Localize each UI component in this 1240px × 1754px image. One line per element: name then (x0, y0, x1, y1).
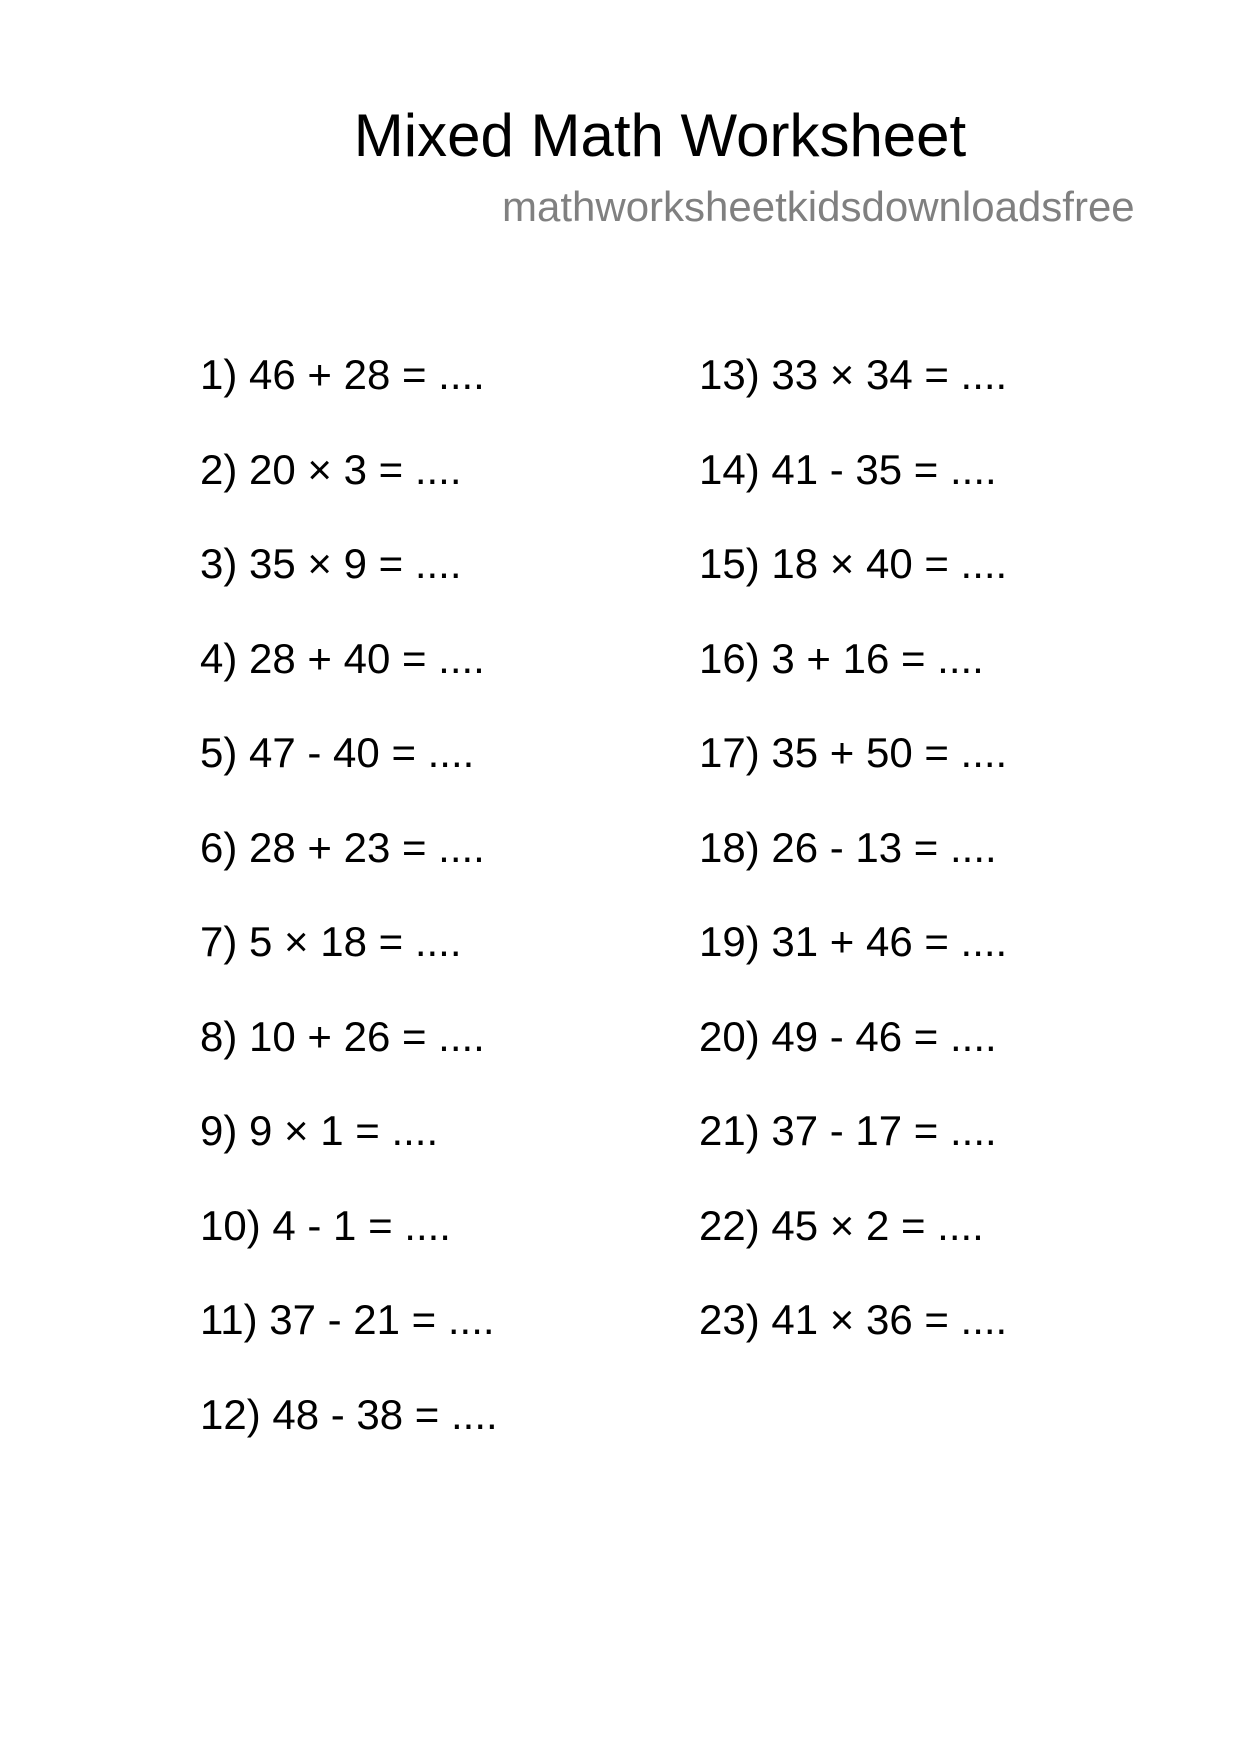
problem-3: 3) 35 × 9 = .... (200, 540, 462, 587)
problem-column-right (699, 347, 1007, 1387)
problem-2: 2) 20 × 3 = .... (200, 445, 462, 493)
problem-18: 18) 26 - 13 = .... (699, 823, 997, 871)
problem-19: 19) 31 + 46 = .... (699, 918, 1008, 965)
problem-column-left (200, 347, 498, 1481)
problem-10: 10) 4 - 1 = .... (200, 1201, 451, 1249)
problem-1: 1) 46 + 28 = .... (200, 351, 485, 398)
problem-20: 20) 49 - 46 = .... (699, 1012, 997, 1060)
problem-13: 13) 33 × 34 = .... (699, 351, 1008, 398)
problem-8: 8) 10 + 26 = .... (200, 1012, 485, 1060)
problem-6: 6) 28 + 23 = .... (200, 823, 485, 871)
problem-12: 12) 48 - 38 = .... (200, 1390, 498, 1438)
problem-23: 23) 41 × 36 = .... (699, 1296, 1008, 1343)
problem-21: 21) 37 - 17 = .... (699, 1107, 997, 1154)
problem-7: 7) 5 × 18 = .... (200, 918, 462, 965)
problem-5: 5) 47 - 40 = .... (200, 729, 475, 776)
problem-17: 17) 35 + 50 = .... (699, 729, 1008, 776)
problem-11: 11) 37 - 21 = .... (200, 1296, 495, 1343)
worksheet-subtitle: mathworksheetkidsdownloadsfree (502, 183, 1135, 230)
problem-16: 16) 3 + 16 = .... (699, 634, 984, 682)
problem-4: 4) 28 + 40 = .... (200, 634, 485, 682)
problem-22: 22) 45 × 2 = .... (699, 1201, 984, 1249)
problem-14: 14) 41 - 35 = .... (699, 445, 997, 493)
worksheet-title: Mixed Math Worksheet (353, 102, 967, 169)
problem-15: 15) 18 × 40 = .... (699, 540, 1008, 587)
problem-9: 9) 9 × 1 = .... (200, 1107, 439, 1154)
